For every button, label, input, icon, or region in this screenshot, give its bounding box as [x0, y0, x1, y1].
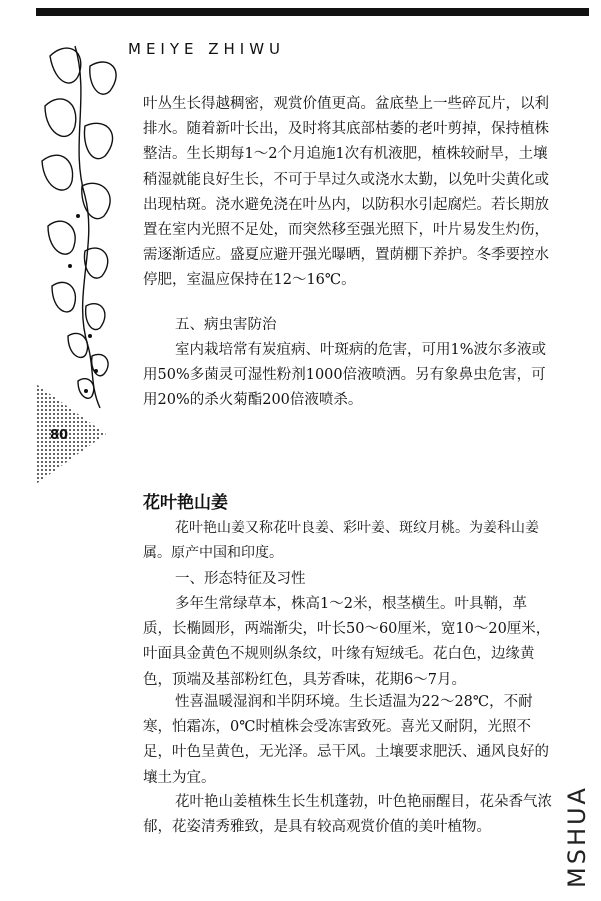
intro-paragraph: 花叶艳山姜又称花叶良姜、彩叶姜、斑纹月桃。为姜科山姜属。原产中国和印度。: [143, 520, 539, 562]
top-rule: [36, 8, 589, 16]
article-title: 花叶艳山姜: [143, 493, 228, 513]
watermark: MSHUA: [563, 785, 591, 888]
page-marker-triangle: [36, 384, 106, 484]
habit-paragraph: 性喜温暖湿润和半阴环境。生长适温为22～28℃，不耐寒，怕霜冻，0℃时植株会受冻害致死。喜光又耐阴，光照不足，叶色呈黄色，无光泽。忌干风。土壤要求肥沃、通风良好的壤土为宜。: [143, 694, 549, 786]
care-paragraph: 叶丛生长得越稠密，观赏价值更高。盆底垫上一些碎瓦片，以利排水。随着新叶长出，及时将其底部枯萎的老叶剪掉，保持植株整洁。生长期每1～2个月追施1次有机液肥，植株较耐旱，土壤稍湿就能良好生长，不可于旱过久或浇水太勤，以免叶尖黄化或出现枯斑。浇水避免浇在叶丛内，以防积水引起腐烂。若长期放置在室内光照不足处，而突然移至强光照下，叶片易发生灼伤，需逐渐适应。盛夏应避开强光曝晒，置荫棚下养护。冬季要控水停肥，室温应保持在12～16℃。: [143, 96, 549, 289]
value-paragraph: 花叶艳山姜植株生长生机蓬勃，叶色艳丽醒目，花朵香气浓郁，花姿清秀雅致，是具有较高观赏价值的美叶植物。: [143, 794, 552, 836]
pests-heading: 五、病虫害防治: [175, 317, 277, 333]
running-header: MEIYE ZHIWU: [128, 40, 286, 58]
morphology-heading: 一、形态特征及习性: [175, 571, 306, 587]
page-number: 80: [50, 428, 69, 443]
vine-illustration: [30, 36, 130, 416]
pests-paragraph: 室内栽培常有炭疽病、叶斑病的危害，可用1%波尔多液或用50%多菌灵可湿性粉剂1000倍液喷洒。另有象鼻虫危害，可用20%的杀火菊酯200倍液喷杀。: [143, 342, 547, 409]
morphology-paragraph: 多年生常绿草本，株高1～2米，根茎横生。叶具鞘，革质，长椭圆形，两端渐尖，叶长50～60厘米，宽10～20厘米，叶面具金黄色不规则纵条纹，叶缘有短绒毛。花白色，边缘黄色，顶端及基部粉红色，具芳香味，花期6～7月。: [143, 596, 551, 688]
